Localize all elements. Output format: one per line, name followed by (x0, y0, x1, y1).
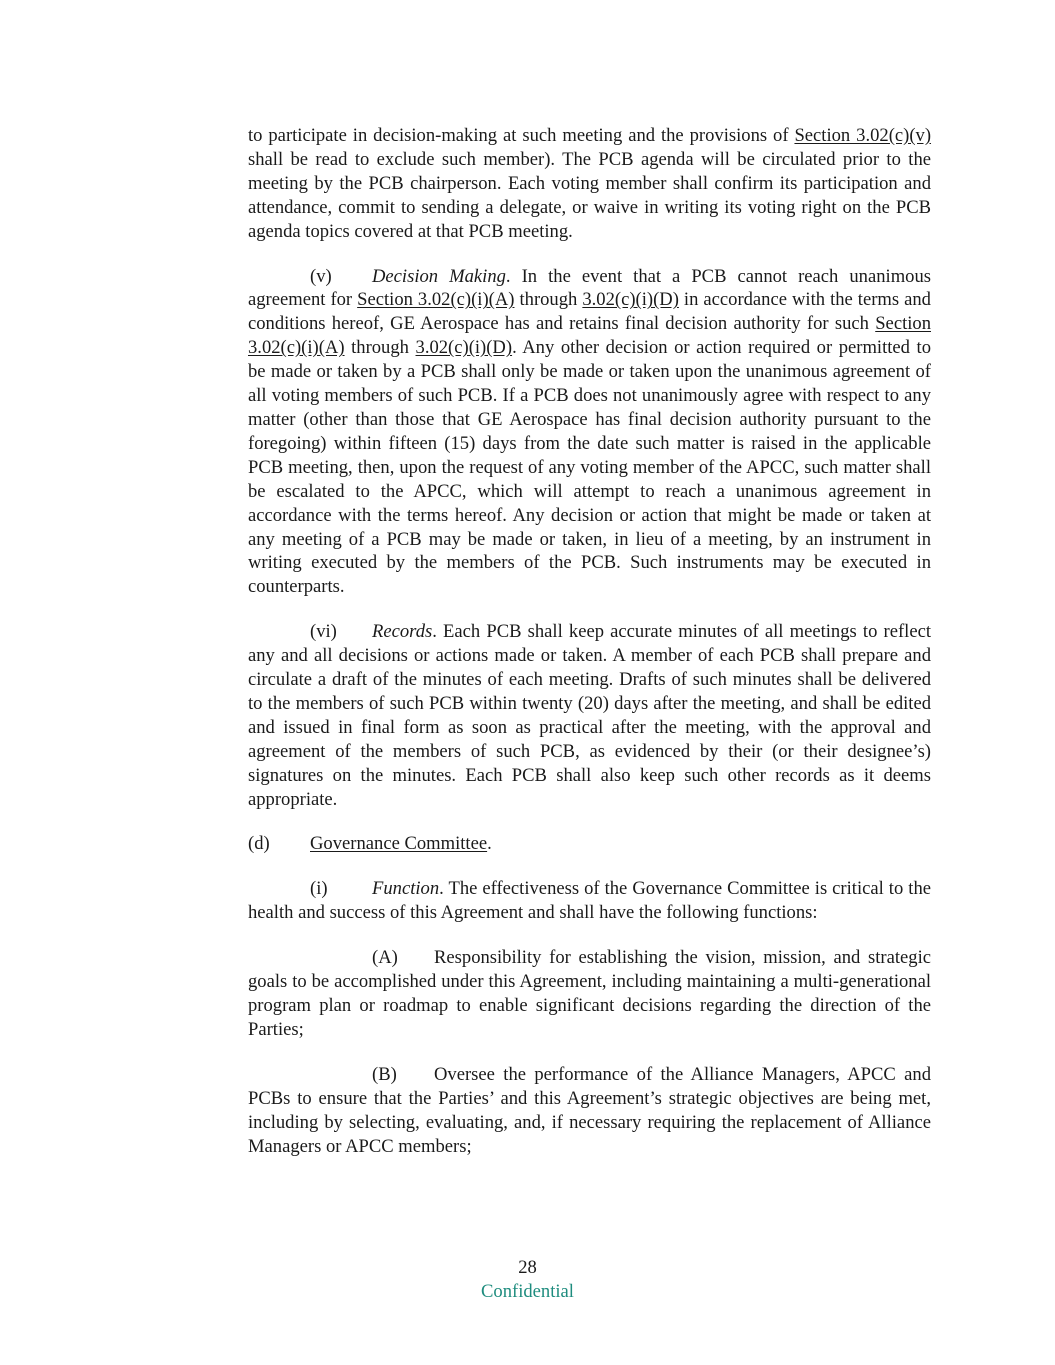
clause-heading: Function (372, 878, 440, 900)
paragraph-function-b (248, 1063, 931, 1159)
paragraph-text: shall be read to exclude such member). The PCB agenda will be circulated prior to the meeting by the PCB chairperson. Each voting member shall confirm its participation and attendance, commit to sending a delegate, or waive in writing its voting right on the PCB agenda topics covered at that PCB meeting. (248, 148, 931, 242)
clause-number: (vi) (310, 621, 337, 643)
paragraph-text: through (344, 337, 416, 359)
clause-heading: Decision Making (372, 265, 506, 287)
paragraph-text: through (514, 289, 583, 311)
section-reference-link: Section 3.02(c)(i)(A) (357, 289, 515, 311)
heading-punctuation: . (487, 833, 492, 855)
paragraph-text: Oversee the performance of the Alliance Managers, APCC and PCBs to ensure that the Parties’ and this Agreement’s strategic objectives are being met, including by selecting, evaluating, and, if necessary requiring the replacement of Alliance Managers or APCC members; (248, 1063, 931, 1157)
section-reference-link: 3.02(c)(i)(D) (582, 289, 679, 311)
paragraph-meeting-participation (248, 124, 931, 244)
paragraph-text: . Any other decision or action required or permitted to be made or taken by a PCB shall only be made or taken upon the unanimous agreement of all voting members of such PCB. If a PCB does not unanimously agree with respect to any matter (other than those that GE Aerospace has final decision authority pursuant to the foregoing) within fifteen (15) days from the date such matter is raised in the applicable PCB meeting, then, upon the request of any voting member of the APCC, such matter shall be escalated to the APCC, which will attempt to reach a unanimous agreement in accordance with the terms hereof. Any decision or action that might be made or taken at any meeting of a PCB may be made or taken, in lieu of a meeting, by an instrument in writing executed by the members of the PCB. Such instruments may be executed in counterparts. (248, 337, 931, 598)
clause-number: (d) (248, 833, 270, 855)
paragraph-text: Responsibility for establishing the vision, mission, and strategic goals to be accomplished under this Agreement, including maintaining a multi-generational program plan or roadmap to enable significant decisions regarding the direction of the Parties; (248, 947, 931, 1040)
paragraph-decision-making (248, 265, 931, 600)
page-number: 28 (518, 1257, 537, 1278)
paragraph-function (248, 877, 931, 925)
paragraph-text: . Each PCB shall keep accurate minutes of all meetings to reflect any and all decisions or actions made or taken. A member of each PCB shall prepare and circulate a draft of the minutes of each meeting. Drafts of such minutes shall be delivered to the members of such PCB within twenty (20) days after the meeting, and shall be edited and issued in final form as soon as practical after the meeting, with the approval and agreement of the members of such PCB, as evidenced by their (or their designee’s) signatures on the minutes. Each PCB shall also keep such other records as it deems appropriate. (248, 621, 931, 810)
paragraph-text: to participate in decision-making at such meeting and the provisions of (248, 125, 795, 146)
clause-number: (B) (372, 1063, 397, 1085)
section-reference-link: Section 3.02(c)(v) (794, 125, 932, 146)
section-heading-governance-committee (248, 832, 931, 856)
paragraph-records (248, 620, 931, 811)
clause-number: (i) (310, 878, 328, 900)
document-body (248, 124, 931, 1179)
paragraph-text: in accordance with the terms and conditions hereof, GE Aerospace has and retains final decision authority for such (248, 289, 931, 335)
section-heading: Governance Committee (310, 833, 488, 855)
paragraph-function-a (248, 946, 931, 1042)
paragraph-text: . In the event that a PCB cannot reach unanimous agreement for (248, 265, 931, 311)
clause-heading: Records (372, 621, 433, 643)
section-reference-link: 3.02(c)(i)(D) (415, 337, 513, 359)
clause-number: (v) (310, 265, 332, 287)
section-reference-link: Section 3.02(c)(i)(A) (248, 313, 931, 359)
confidential-label: Confidential (481, 1281, 574, 1302)
clause-number: (A) (372, 947, 398, 969)
paragraph-text: . The effectiveness of the Governance Committee is critical to the health and success of this Agreement and shall have the following functions: (248, 878, 931, 924)
